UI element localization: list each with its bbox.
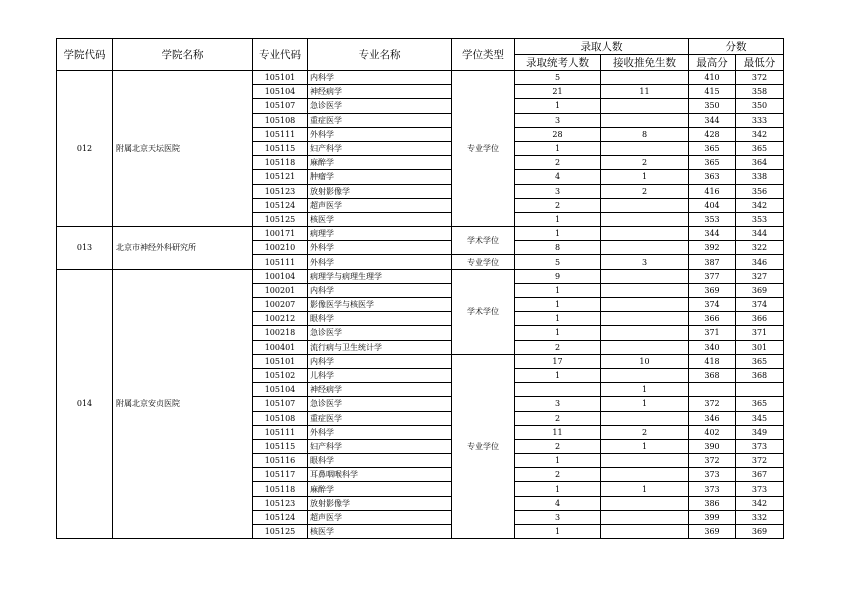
major-name-cell: 病理学 (308, 227, 452, 241)
score-min-cell: 365 (736, 354, 784, 368)
score-max-cell: 386 (689, 496, 736, 510)
major-name-cell: 外科学 (308, 425, 452, 439)
college-code-cell: 012 (57, 71, 113, 227)
table-row (57, 71, 784, 85)
admitted-recommended-cell: 1 (601, 383, 689, 397)
major-name-cell: 流行病与卫生统计学 (308, 340, 452, 354)
admitted-exam-cell: 11 (515, 425, 601, 439)
major-name-cell: 核医学 (308, 212, 452, 226)
major-code-cell: 105108 (253, 113, 308, 127)
score-max-cell: 402 (689, 425, 736, 439)
score-min-cell: 366 (736, 312, 784, 326)
major-code-cell: 105101 (253, 71, 308, 85)
major-code-cell: 105101 (253, 354, 308, 368)
degree-type-cell: 专业学位 (452, 255, 515, 269)
major-code-cell: 105107 (253, 397, 308, 411)
table-row (57, 269, 784, 283)
admitted-exam-cell: 8 (515, 241, 601, 255)
major-name-cell: 超声医学 (308, 510, 452, 524)
major-name-cell: 眼科学 (308, 312, 452, 326)
score-min-cell: 365 (736, 141, 784, 155)
admitted-recommended-cell: 10 (601, 354, 689, 368)
header-admitted: 录取人数 (515, 39, 689, 55)
major-name-cell: 病理学与病理生理学 (308, 269, 452, 283)
score-max-cell: 418 (689, 354, 736, 368)
score-min-cell: 358 (736, 85, 784, 99)
score-min-cell: 369 (736, 525, 784, 539)
score-min-cell: 373 (736, 439, 784, 453)
admitted-recommended-cell (601, 71, 689, 85)
major-name-cell: 超声医学 (308, 198, 452, 212)
score-max-cell: 368 (689, 368, 736, 382)
admitted-recommended-cell: 3 (601, 255, 689, 269)
major-code-cell: 105125 (253, 212, 308, 226)
admitted-exam-cell: 1 (515, 312, 601, 326)
admitted-exam-cell: 2 (515, 468, 601, 482)
admitted-recommended-cell (601, 454, 689, 468)
table-row (57, 227, 784, 241)
major-code-cell: 105102 (253, 368, 308, 382)
score-max-cell: 372 (689, 454, 736, 468)
score-min-cell: 338 (736, 170, 784, 184)
admitted-recommended-cell: 2 (601, 156, 689, 170)
college-name-cell: 北京市神经外科研究所 (113, 227, 253, 270)
major-code-cell: 100171 (253, 227, 308, 241)
score-max-cell: 346 (689, 411, 736, 425)
college-name-cell: 附属北京天坛医院 (113, 71, 253, 227)
score-min-cell: 356 (736, 184, 784, 198)
score-min-cell: 350 (736, 99, 784, 113)
admitted-exam-cell (515, 383, 601, 397)
score-max-cell: 372 (689, 397, 736, 411)
admitted-recommended-cell: 11 (601, 85, 689, 99)
admitted-exam-cell: 3 (515, 510, 601, 524)
major-name-cell: 肿瘤学 (308, 170, 452, 184)
admission-table (56, 38, 784, 539)
admitted-recommended-cell (601, 468, 689, 482)
admitted-exam-cell: 5 (515, 255, 601, 269)
admitted-recommended-cell: 1 (601, 482, 689, 496)
score-min-cell: 301 (736, 340, 784, 354)
major-name-cell: 麻醉学 (308, 482, 452, 496)
score-min-cell: 346 (736, 255, 784, 269)
score-max-cell: 428 (689, 127, 736, 141)
major-code-cell: 105121 (253, 170, 308, 184)
score-max-cell: 340 (689, 340, 736, 354)
major-code-cell: 105104 (253, 85, 308, 99)
major-code-cell: 105111 (253, 127, 308, 141)
score-min-cell: 332 (736, 510, 784, 524)
major-name-cell: 内科学 (308, 71, 452, 85)
score-max-cell: 374 (689, 298, 736, 312)
header-major-code: 专业代码 (253, 39, 308, 71)
admitted-recommended-cell (601, 298, 689, 312)
score-min-cell: 349 (736, 425, 784, 439)
degree-type-cell: 学术学位 (452, 269, 515, 354)
major-name-cell: 内科学 (308, 283, 452, 297)
major-name-cell: 儿科学 (308, 368, 452, 382)
college-code-cell: 013 (57, 227, 113, 270)
major-name-cell: 外科学 (308, 255, 452, 269)
major-name-cell: 妇产科学 (308, 439, 452, 453)
header-major-name: 专业名称 (308, 39, 452, 71)
admitted-exam-cell: 1 (515, 368, 601, 382)
admitted-exam-cell: 3 (515, 113, 601, 127)
score-max-cell: 373 (689, 482, 736, 496)
major-name-cell: 外科学 (308, 241, 452, 255)
admitted-exam-cell: 1 (515, 141, 601, 155)
admitted-exam-cell: 4 (515, 170, 601, 184)
score-min-cell: 365 (736, 397, 784, 411)
admitted-recommended-cell (601, 241, 689, 255)
major-name-cell: 影像医学与核医学 (308, 298, 452, 312)
major-name-cell: 麻醉学 (308, 156, 452, 170)
major-name-cell: 放射影像学 (308, 184, 452, 198)
major-name-cell: 急诊医学 (308, 99, 452, 113)
admitted-recommended-cell (601, 312, 689, 326)
major-name-cell: 放射影像学 (308, 496, 452, 510)
header-admitted-exam: 录取统考人数 (515, 55, 601, 71)
admitted-exam-cell: 2 (515, 198, 601, 212)
score-min-cell: 322 (736, 241, 784, 255)
score-max-cell: 365 (689, 156, 736, 170)
major-name-cell: 重症医学 (308, 411, 452, 425)
score-max-cell: 371 (689, 326, 736, 340)
score-max-cell (689, 383, 736, 397)
score-min-cell: 367 (736, 468, 784, 482)
admitted-exam-cell: 9 (515, 269, 601, 283)
table-body (57, 71, 784, 539)
major-code-cell: 100218 (253, 326, 308, 340)
admitted-recommended-cell (601, 141, 689, 155)
college-name-cell: 附属北京安贞医院 (113, 269, 253, 539)
admitted-exam-cell: 21 (515, 85, 601, 99)
major-code-cell: 100212 (253, 312, 308, 326)
header-score-min: 最低分 (736, 55, 784, 71)
admitted-recommended-cell (601, 510, 689, 524)
admitted-exam-cell: 17 (515, 354, 601, 368)
major-code-cell: 100207 (253, 298, 308, 312)
major-code-cell: 105111 (253, 255, 308, 269)
major-name-cell: 内科学 (308, 354, 452, 368)
admitted-exam-cell: 1 (515, 525, 601, 539)
major-name-cell: 急诊医学 (308, 326, 452, 340)
admitted-exam-cell: 2 (515, 340, 601, 354)
major-code-cell: 105116 (253, 454, 308, 468)
major-code-cell: 105125 (253, 525, 308, 539)
admitted-exam-cell: 1 (515, 326, 601, 340)
score-max-cell: 390 (689, 439, 736, 453)
major-name-cell: 耳鼻咽喉科学 (308, 468, 452, 482)
admitted-recommended-cell: 1 (601, 170, 689, 184)
degree-type-cell: 专业学位 (452, 71, 515, 227)
score-min-cell: 372 (736, 454, 784, 468)
admitted-recommended-cell (601, 269, 689, 283)
major-code-cell: 105115 (253, 439, 308, 453)
score-min-cell: 344 (736, 227, 784, 241)
score-min-cell: 333 (736, 113, 784, 127)
score-min-cell: 327 (736, 269, 784, 283)
admitted-exam-cell: 1 (515, 212, 601, 226)
admitted-recommended-cell: 2 (601, 184, 689, 198)
major-name-cell: 眼科学 (308, 454, 452, 468)
major-name-cell: 外科学 (308, 127, 452, 141)
major-code-cell: 105104 (253, 383, 308, 397)
major-code-cell: 105108 (253, 411, 308, 425)
admitted-exam-cell: 1 (515, 482, 601, 496)
admitted-exam-cell: 2 (515, 156, 601, 170)
major-name-cell: 神经病学 (308, 85, 452, 99)
score-max-cell: 377 (689, 269, 736, 283)
major-code-cell: 105107 (253, 99, 308, 113)
header-degree-type: 学位类型 (452, 39, 515, 71)
major-code-cell: 100104 (253, 269, 308, 283)
score-min-cell: 368 (736, 368, 784, 382)
major-code-cell: 105123 (253, 184, 308, 198)
college-code-cell: 014 (57, 269, 113, 539)
score-min-cell: 342 (736, 127, 784, 141)
major-name-cell: 重症医学 (308, 113, 452, 127)
admitted-recommended-cell: 1 (601, 397, 689, 411)
score-max-cell: 363 (689, 170, 736, 184)
major-code-cell: 100210 (253, 241, 308, 255)
admitted-exam-cell: 1 (515, 454, 601, 468)
score-min-cell: 364 (736, 156, 784, 170)
admitted-exam-cell: 1 (515, 227, 601, 241)
score-max-cell: 416 (689, 184, 736, 198)
header-college-name: 学院名称 (113, 39, 253, 71)
admitted-exam-cell: 28 (515, 127, 601, 141)
admitted-recommended-cell (601, 496, 689, 510)
degree-type-cell: 学术学位 (452, 227, 515, 255)
major-code-cell: 105118 (253, 482, 308, 496)
score-max-cell: 399 (689, 510, 736, 524)
major-code-cell: 100201 (253, 283, 308, 297)
admitted-recommended-cell: 8 (601, 127, 689, 141)
score-min-cell: 372 (736, 71, 784, 85)
admitted-recommended-cell (601, 113, 689, 127)
major-name-cell: 妇产科学 (308, 141, 452, 155)
major-code-cell: 105117 (253, 468, 308, 482)
admitted-exam-cell: 1 (515, 283, 601, 297)
score-min-cell: 373 (736, 482, 784, 496)
admitted-exam-cell: 2 (515, 439, 601, 453)
score-max-cell: 369 (689, 525, 736, 539)
score-max-cell: 344 (689, 113, 736, 127)
score-max-cell: 387 (689, 255, 736, 269)
admitted-exam-cell: 1 (515, 298, 601, 312)
major-code-cell: 105124 (253, 198, 308, 212)
admitted-exam-cell: 3 (515, 184, 601, 198)
admitted-recommended-cell (601, 283, 689, 297)
admitted-recommended-cell (601, 99, 689, 113)
admitted-exam-cell: 2 (515, 411, 601, 425)
score-max-cell: 410 (689, 71, 736, 85)
score-min-cell: 342 (736, 496, 784, 510)
score-max-cell: 392 (689, 241, 736, 255)
admitted-recommended-cell (601, 340, 689, 354)
score-max-cell: 373 (689, 468, 736, 482)
major-code-cell: 105123 (253, 496, 308, 510)
admitted-recommended-cell (601, 525, 689, 539)
major-name-cell: 急诊医学 (308, 397, 452, 411)
header-admitted-recommended: 接收推免生数 (601, 55, 689, 71)
score-min-cell: 342 (736, 198, 784, 212)
score-max-cell: 369 (689, 283, 736, 297)
score-max-cell: 415 (689, 85, 736, 99)
admitted-exam-cell: 3 (515, 397, 601, 411)
score-max-cell: 365 (689, 141, 736, 155)
score-max-cell: 344 (689, 227, 736, 241)
score-max-cell: 353 (689, 212, 736, 226)
degree-type-cell: 专业学位 (452, 354, 515, 538)
admitted-exam-cell: 1 (515, 99, 601, 113)
major-code-cell: 100401 (253, 340, 308, 354)
score-min-cell (736, 383, 784, 397)
score-min-cell: 371 (736, 326, 784, 340)
admitted-exam-cell: 4 (515, 496, 601, 510)
major-code-cell: 105118 (253, 156, 308, 170)
admitted-recommended-cell (601, 411, 689, 425)
major-name-cell: 核医学 (308, 525, 452, 539)
score-max-cell: 404 (689, 198, 736, 212)
major-code-cell: 105115 (253, 141, 308, 155)
score-min-cell: 369 (736, 283, 784, 297)
admitted-recommended-cell (601, 198, 689, 212)
admitted-recommended-cell: 2 (601, 425, 689, 439)
header-score: 分数 (689, 39, 784, 55)
admitted-recommended-cell (601, 326, 689, 340)
score-min-cell: 374 (736, 298, 784, 312)
admitted-exam-cell: 5 (515, 71, 601, 85)
score-min-cell: 345 (736, 411, 784, 425)
major-name-cell: 神经病学 (308, 383, 452, 397)
score-max-cell: 366 (689, 312, 736, 326)
score-min-cell: 353 (736, 212, 784, 226)
header-score-max: 最高分 (689, 55, 736, 71)
major-code-cell: 105111 (253, 425, 308, 439)
admitted-recommended-cell: 1 (601, 439, 689, 453)
score-max-cell: 350 (689, 99, 736, 113)
admitted-recommended-cell (601, 227, 689, 241)
admitted-recommended-cell (601, 212, 689, 226)
header-college-code: 学院代码 (57, 39, 113, 71)
major-code-cell: 105124 (253, 510, 308, 524)
admitted-recommended-cell (601, 368, 689, 382)
